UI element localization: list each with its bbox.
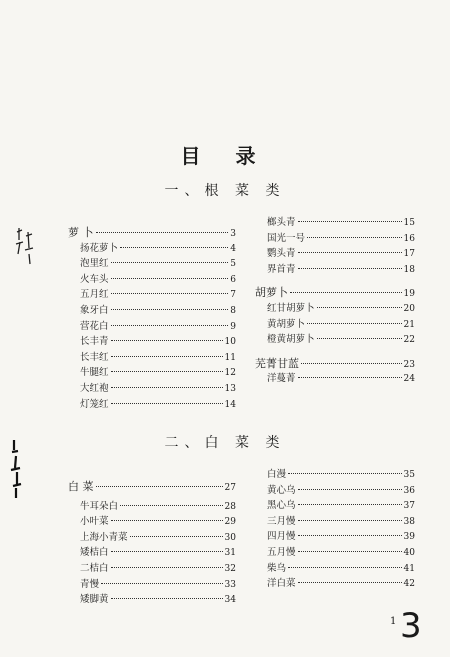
dot-leader [317,338,402,339]
toc-entry-title: 榔头青 [267,217,296,228]
toc-entry [68,382,236,396]
toc-entry-title: 长丰红 [80,351,109,363]
toc-entry [68,593,236,607]
dot-leader [298,489,402,490]
dot-leader [298,535,402,536]
toc-entry-title: 芜菁甘蓝 [255,356,299,370]
toc-entry [255,263,415,277]
dot-leader [290,292,402,293]
toc-entry [255,484,415,498]
toc-entry [68,500,236,514]
dot-leader [298,504,402,505]
toc-page-number: 14 [224,399,236,410]
dot-leader [111,278,229,279]
toc-entry [255,530,415,544]
toc-entry [68,288,236,302]
toc-page-number: 10 [224,337,236,348]
toc-entry-title: 三月慢 [267,515,296,527]
toc-entry [255,333,415,347]
toc-entry [255,546,415,560]
toc-entry-title: 牛耳朵白 [80,500,119,512]
dot-leader [111,262,229,263]
toc-entry-title: 黑心乌 [267,500,296,512]
toc-entry [255,216,415,230]
toc-entry-title: 洋白菜 [267,578,296,590]
toc-entry-title: 五月慢 [267,547,296,558]
dot-leader [130,536,223,537]
dot-leader [298,377,402,378]
toc-entry [255,577,415,591]
toc-entry-title: 营花白 [80,320,109,332]
toc-page-number: 39 [403,532,415,543]
toc-entry-title: 黄心乌 [267,484,296,496]
dot-leader [288,473,402,474]
toc-entry-title: 火车头 [80,273,109,285]
toc-entry [255,232,415,246]
handwritten-page-number: 3 [400,606,422,646]
toc-page-number: 38 [403,516,415,527]
dot-leader [298,520,402,521]
toc-entry-title: 二桔白 [80,563,109,574]
toc-entry [255,302,415,316]
toc-entry [68,304,236,318]
dot-leader [111,293,229,294]
toc-entry-title: 矮脚黄 [80,594,109,606]
dot-leader [307,323,402,324]
dot-leader [111,520,223,521]
toc-entry [68,257,236,271]
dot-leader [298,252,402,253]
toc-entry-title: 国光一号 [267,232,306,244]
toc-page-number: 7 [230,290,236,301]
margin-scribble-mark [14,226,36,268]
toc-page-number: 42 [403,579,415,590]
toc-page-number: 27 [224,483,236,493]
toc-page-number: 13 [224,384,236,394]
toc-category-entry [68,480,236,495]
toc-entry [255,372,415,386]
toc-entry-title: 红甘胡萝卜 [267,303,315,314]
toc-entry [68,335,236,349]
toc-page-number: 18 [403,264,415,275]
toc-entry [255,515,415,529]
toc-entry-title: 白漫 [267,469,287,480]
toc-entry-title: 矮桔白 [80,547,109,559]
toc-entry [255,318,415,332]
dot-leader [111,403,223,404]
toc-page-number: 19 [403,289,415,300]
toc-entry-title: 萝 卜 [68,226,94,239]
dot-leader [96,232,229,233]
toc-page-number: 24 [403,374,415,385]
toc-entry-title: 胡萝卜 [255,286,288,300]
dot-leader [120,505,223,506]
toc-entry-title: 青慢 [80,578,100,590]
toc-entry-title: 象牙白 [80,305,109,316]
toc-page-number: 35 [403,470,415,480]
toc-entry [68,242,236,256]
toc-page-number: 23 [403,359,415,370]
dot-leader [298,551,402,552]
toc-page-number: 5 [230,259,236,270]
toc-entry-title: 黄胡萝卜 [267,318,306,330]
toc-page-number: 8 [230,306,236,316]
toc-entry [255,247,415,261]
toc-page-number: 33 [224,579,236,590]
toc-page-number: 9 [230,321,236,332]
toc-page-number: 36 [403,485,415,496]
toc-entry-title: 长丰青 [80,336,109,348]
dot-leader [111,356,223,357]
dot-leader [111,371,223,372]
toc-page-number: 20 [403,304,415,314]
dot-leader [298,268,402,269]
toc-entry [68,351,236,365]
dot-leader [120,247,228,248]
toc-entry [68,273,236,287]
toc-entry [68,320,236,334]
toc-entry-title: 洋蔓菁 [267,373,296,385]
toc-entry-title: 大红袍 [80,383,109,394]
toc-page-number: 21 [403,319,415,330]
toc-entry-title: 白 菜 [68,480,94,493]
toc-entry-title: 五月红 [80,289,109,301]
toc-page-number: 41 [403,563,415,574]
dot-leader [111,598,223,599]
toc-page-number: 40 [403,548,415,558]
dot-leader [317,307,402,308]
toc-entry-title: 鹦头青 [267,248,296,260]
toc-entry-title: 橙黄胡萝卜 [267,334,315,346]
dot-leader [288,567,402,568]
toc-page-number: 4 [230,243,236,254]
toc-entry [255,562,415,576]
toc-page-number: 15 [403,218,415,228]
toc-category-entry [255,357,415,372]
dot-leader [111,551,223,552]
toc-page-number: 28 [224,501,236,512]
toc-page-number: 34 [224,595,236,606]
toc-entry-title: 牛腿红 [80,367,109,379]
toc-entry [255,468,415,482]
toc-entry [68,578,236,592]
dot-leader [96,486,223,487]
toc-page-number: 30 [224,532,236,543]
dot-leader [111,309,229,310]
toc-entry-title: 小叶菜 [80,516,109,528]
dot-leader [298,582,402,583]
page-number: 1 [390,616,397,627]
toc-entry-title: 柴乌 [267,562,287,574]
dot-leader [101,583,223,584]
toc-page-number: 22 [403,335,415,346]
toc-entry [68,546,236,560]
dot-leader [111,567,223,568]
toc-entry-title: 上海小青菜 [80,531,128,543]
toc-entry-title: 扬花萝卜 [80,242,119,254]
toc-page-number: 16 [403,233,415,244]
toc-entry-title: 四月慢 [267,531,296,543]
toc-page-number: 37 [403,501,415,512]
toc-entry [68,562,236,576]
page-title: 目 录 [180,144,270,168]
toc-page-number: 11 [224,352,236,363]
toc-page-number: 17 [403,249,415,260]
toc-entry [68,515,236,529]
toc-category-entry [68,226,236,241]
section-heading-cabbage: 二、白 菜 类 [164,435,286,451]
toc-entry [68,398,236,412]
section-heading-root-vegetables: 一、根 菜 类 [164,183,286,199]
toc-page-number: 3 [230,229,236,239]
margin-ink-mark [8,438,26,500]
toc-entry [255,499,415,513]
toc-category-entry [255,286,415,301]
dot-leader [111,387,223,388]
dot-leader [301,363,402,364]
toc-entry-title: 界首青 [267,263,296,275]
toc-entry-title: 泡里红 [80,258,109,270]
toc-page-number: 12 [224,368,236,379]
dot-leader [111,340,223,341]
toc-page-number: 32 [224,564,236,574]
toc-page-number: 6 [230,274,236,285]
toc-entry [68,531,236,545]
toc-page-number: 29 [224,517,236,528]
toc-page-number: 31 [224,548,236,559]
toc-entry [68,366,236,380]
dot-leader [298,221,402,222]
toc-entry-title: 灯笼红 [80,398,109,410]
dot-leader [307,237,402,238]
dot-leader [111,325,229,326]
